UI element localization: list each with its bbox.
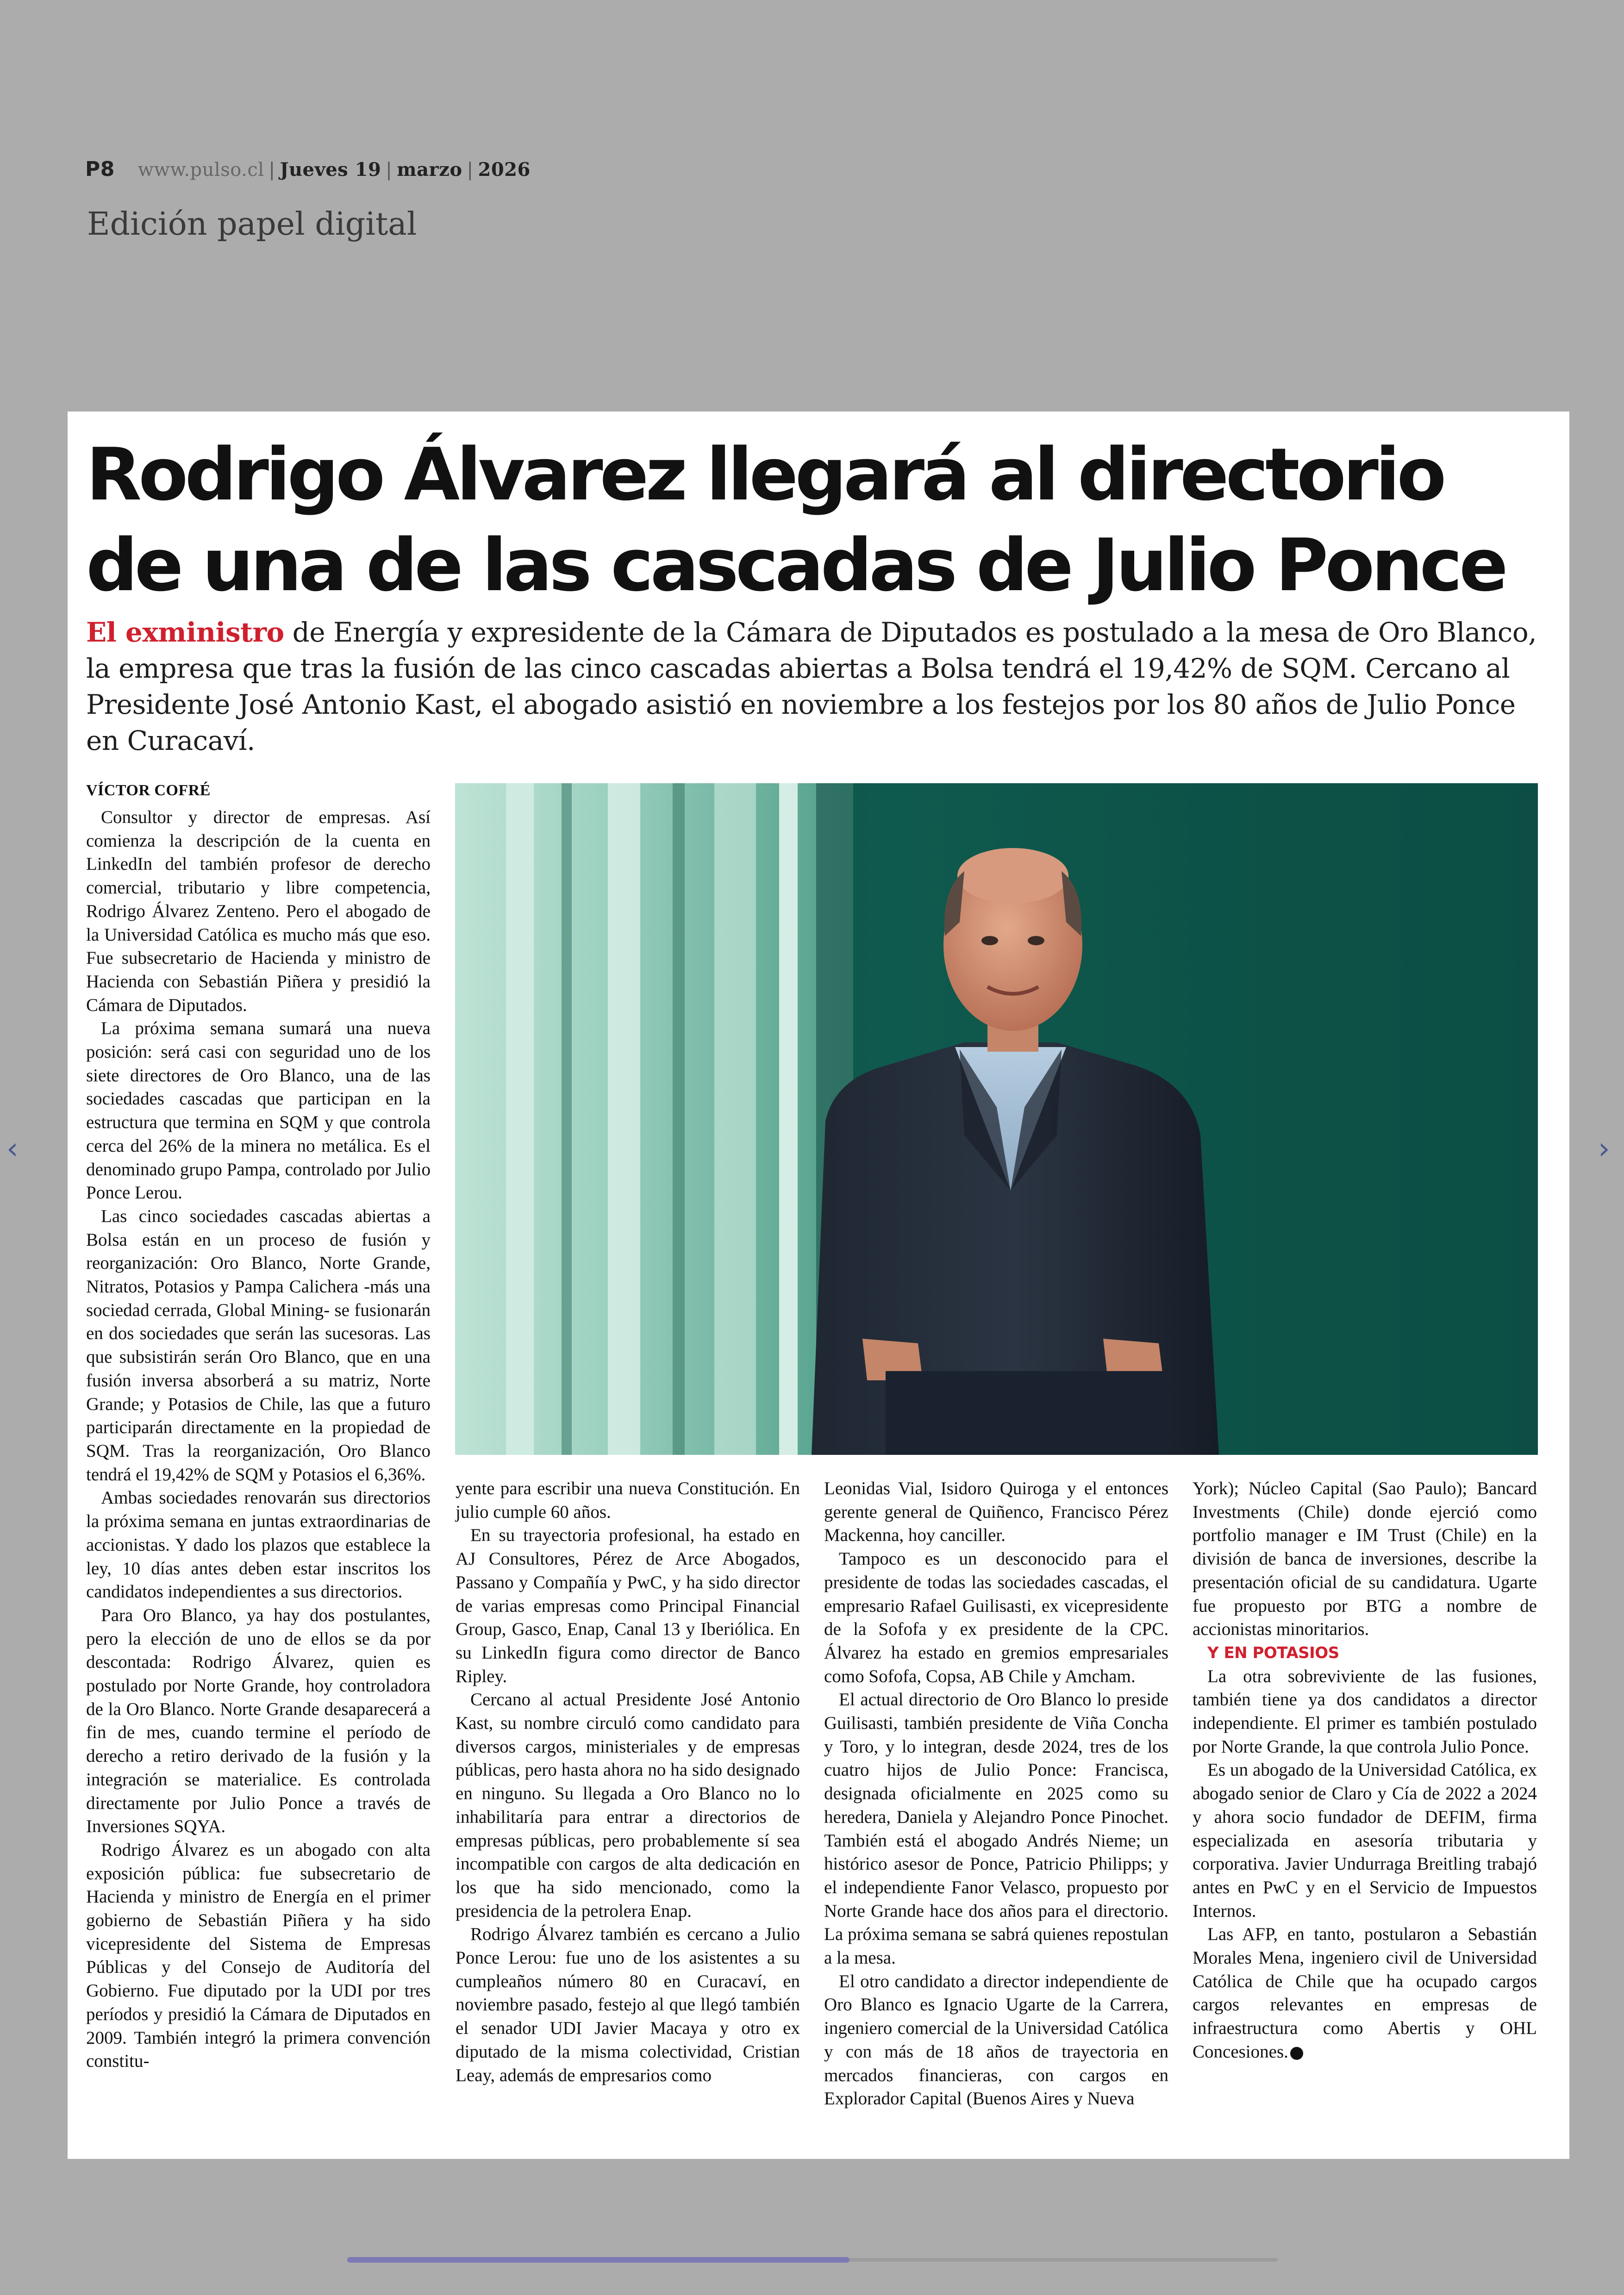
paragraph: El otro candidato a director independiente de Oro Blanco es Ignacio Ugarte de la Carrera, ingeniero comercial de la Universidad Católica y con más de 18 años de trayectoria en mercados financieras, con cargos en Explorador Capital (Buenos Aires y Nueva	[824, 1971, 1168, 2109]
paragraph: La otra sobreviviente de las fusiones, también tiene ya dos candidatos a director independiente. El primer es también postulado por Norte Grande, la que controla Julio Ponce.	[1193, 1666, 1537, 1757]
paragraph: Es un abogado de la Universidad Católica, ex abogado senior de Claro y Cía de 2022 a 2024 y ahora socio fundador de DEFIM, firma especializada en asesoría tributaria y corporativa. Javier Undurraga Breitling trabajó antes en PwC y en el Servicio de Impuestos Internos.	[1193, 1760, 1537, 1921]
page-number: P8	[85, 157, 115, 181]
deck-lead: El exministro	[86, 617, 284, 648]
next-page-button[interactable]: ›	[1598, 1132, 1610, 1166]
article-column-1	[86, 806, 431, 2073]
paragraph: York); Núcleo Capital (Sao Paulo); Bancard Investments (Chile) donde ejerció como portfolio manager e IM Trust (Chile) en la división de banca de inversiones, describe la presentación oficial de su candidatura. Ugarte fue propuesto por BTG a nombre de accionistas minoritarios.	[1193, 1478, 1537, 1640]
final-paragraph-text: Las AFP, en tanto, postularon a Sebastián Morales Mena, ingeniero civil de Universidad Católica de Chile que ha ocupado cargos cargos relevantes en empresas de infraestructura como Abertis y OHL Concesiones.	[1193, 1924, 1537, 2062]
article-column-2	[456, 1477, 800, 2087]
newspaper-page	[68, 412, 1569, 2159]
page-scroll-thumb[interactable]	[347, 2257, 849, 2263]
article-column-3	[824, 1477, 1168, 2111]
paragraph: Cercano al actual Presidente José Antonio Kast, su nombre circuló como candidato para diversos cargos, ministeriales y de empresas públicas, pero hasta ahora no ha sido designado en ninguno. Su llegada a Oro Blanco no lo inhabilitaría para entrar a directorios de empresas públicas, pero probablemente sí sea incompatible con cargos de alta dedicación en los que ha sido mencionado, como la presidencia de la petrolera Enap.	[456, 1690, 800, 1921]
end-of-article-icon: P	[1290, 2047, 1303, 2060]
article-photo	[455, 783, 1538, 1455]
paragraph: Ambas sociedades renovarán sus directorios la próxima semana en juntas extraordinarias de accionistas. Y dado los plazos que establece la ley, 10 días antes deben estar inscritos los candidatos independientes a sus directorios.	[86, 1488, 431, 1602]
paragraph: El actual directorio de Oro Blanco lo preside Guilisasti, también presidente de Viña Concha y Toro, y lo integran, desde 2024, tres de los cuatro hijos de Julio Ponce: Francisca, designada oficialmente en 2025 como su heredera, Daniela y Alejandro Ponce Pinochet. También está el abogado Andrés Nieme; un histórico asesor de Ponce, Patricio Philipps; y el independiente Fanor Velasco, propuesto por Norte Grande hace dos años para el directorio. La próxima semana se sabrá quienes repostulan a la mesa.	[824, 1690, 1168, 1968]
headline-line-1: Rodrigo Álvarez llegará al directorio	[86, 432, 1443, 517]
deck-text: de Energía y expresidente de la Cámara de Diputados es postulado a la mesa de Oro Blanco, la empresa que tras la fusión de las cinco cascadas abiertas a Bolsa tendrá el 19,42% de SQM. Cercano al Presidente José Antonio Kast, el abogado asistió en noviembre a los festejos por los 80 años de Julio Ponce en Curacaví.	[86, 617, 1537, 756]
header-day: Jueves 19	[280, 159, 381, 181]
paragraph: Tampoco es un desconocido para el presidente de todas las sociedades cascadas, el empresario Rafael Guilisasti, ex vicepresidente de la Sofofa y ex presidente de la CPC. Álvarez ha estado en gremios empresariales como Sofofa, Copsa, AB Chile y Amcham.	[824, 1549, 1168, 1686]
byline: VÍCTOR COFRÉ	[86, 782, 211, 799]
header-month: marzo	[397, 159, 462, 181]
prev-page-button[interactable]: ‹	[6, 1132, 19, 1166]
page-header: P8 www.pulso.cl | Jueves 19 | marzo | 2026	[85, 157, 531, 181]
paragraph: La próxima semana sumará una nueva posición: será casi con seguridad uno de los siete directores de Oro Blanco, una de las sociedades cascadas que participan en la estructura que termina en SQM y que controla cerca del 26% de la minera no metálica. Es el denominado grupo Pampa, controlado por Julio Ponce Lerou.	[86, 1018, 431, 1203]
portrait-photo-illustration	[455, 783, 1538, 1455]
paragraph: Rodrigo Álvarez es un abogado con alta exposición pública: fue subsecretario de Hacienda y ministro de Energía en el primer gobierno de Sebastián Piñera y ha sido vicepresidente del Sistema de Empresas Públicas y del Consejo de Auditoría del Gobierno. Fue diputado por la UDI por tres períodos y presidió la Cámara de Diputados en 2009. También integró la primera convención constitu-	[86, 1840, 431, 2071]
site-url: www.pulso.cl	[137, 159, 264, 181]
paragraph: Las cinco sociedades cascadas abiertas a Bolsa están en un proceso de fusión y reorganización: Oro Blanco, Norte Grande, Nitratos, Potasios y Pampa Calichera -más una sociedad cerrada, Global Mining- se fusionarán en dos sociedades que serán las sucesoras. Las que subsistirán serán Oro Blanco, que en una fusión inversa absorberá a su matriz, Norte Grande; y Potasios de Chile, las que a futuro participarán directamente en la propiedad de SQM. Tras la reorganización, Oro Blanco tendrá el 19,42% de SQM y Potasios el 6,36%.	[86, 1206, 431, 1484]
paragraph: En su trayectoria profesional, ha estado en AJ Consultores, Pérez de Arce Abogados, Passano y Compañía y PwC, y ha sido director de varias empresas como Principal Financial Group, Gasco, Enap, Canal 13 y Iberiólica. En su LinkedIn figura como director de Banco Ripley.	[456, 1525, 800, 1686]
paragraph: Rodrigo Álvarez también es cercano a Julio Ponce Lerou: fue uno de los asistentes a su cumpleaños número 80 en Curacaví, en noviembre pasado, festejo al que llegó también el senador UDI Javier Macaya y otro ex diputado de la misma colectividad, Cristian Leay, además de empresarios como	[456, 1924, 800, 2085]
paragraph: yente para escribir una nueva Constitución. En julio cumple 60 años.	[456, 1478, 800, 1522]
article-deck	[86, 614, 1549, 759]
paragraph: Consultor y director de empresas. Así comienza la descripción de la cuenta en LinkedIn del también profesor de derecho comercial, tributario y libre competencia, Rodrigo Álvarez Zenteno. Pero el abogado de la Universidad Católica es mucho más que eso. Fue subsecretario de Hacienda y ministro de Hacienda con Sebastián Piñera y presidió la Cámara de Diputados.	[86, 807, 431, 1015]
paragraph: Para Oro Blanco, ya hay dos postulantes, pero la elección de uno de ellos se da por descontada: Rodrigo Álvarez, quien es postulado por Norte Grande, hoy controladora de la Oro Blanco. Norte Grande desaparecerá a fin de mes, cuando termine el período de derecho a retiro derivado de la fusión y la integración se materialice. Es controlada directamente por Julio Ponce a través de Inversiones SQYA.	[86, 1605, 431, 1837]
headline-line-2: de una de las cascadas de Julio Ponce	[86, 523, 1505, 607]
article-headline	[86, 429, 1544, 611]
paragraph-final	[1193, 1923, 1537, 2064]
edition-label: Edición papel digital	[87, 206, 417, 243]
article-column-4	[1193, 1477, 1537, 2064]
section-subhead: Y EN POTASIOS	[1207, 1643, 1339, 1662]
paragraph: Leonidas Vial, Isidoro Quiroga y el entonces gerente general de Quiñenco, Francisco Pérez Mackenna, hoy canciller.	[824, 1478, 1168, 1546]
header-year: 2026	[478, 159, 531, 181]
